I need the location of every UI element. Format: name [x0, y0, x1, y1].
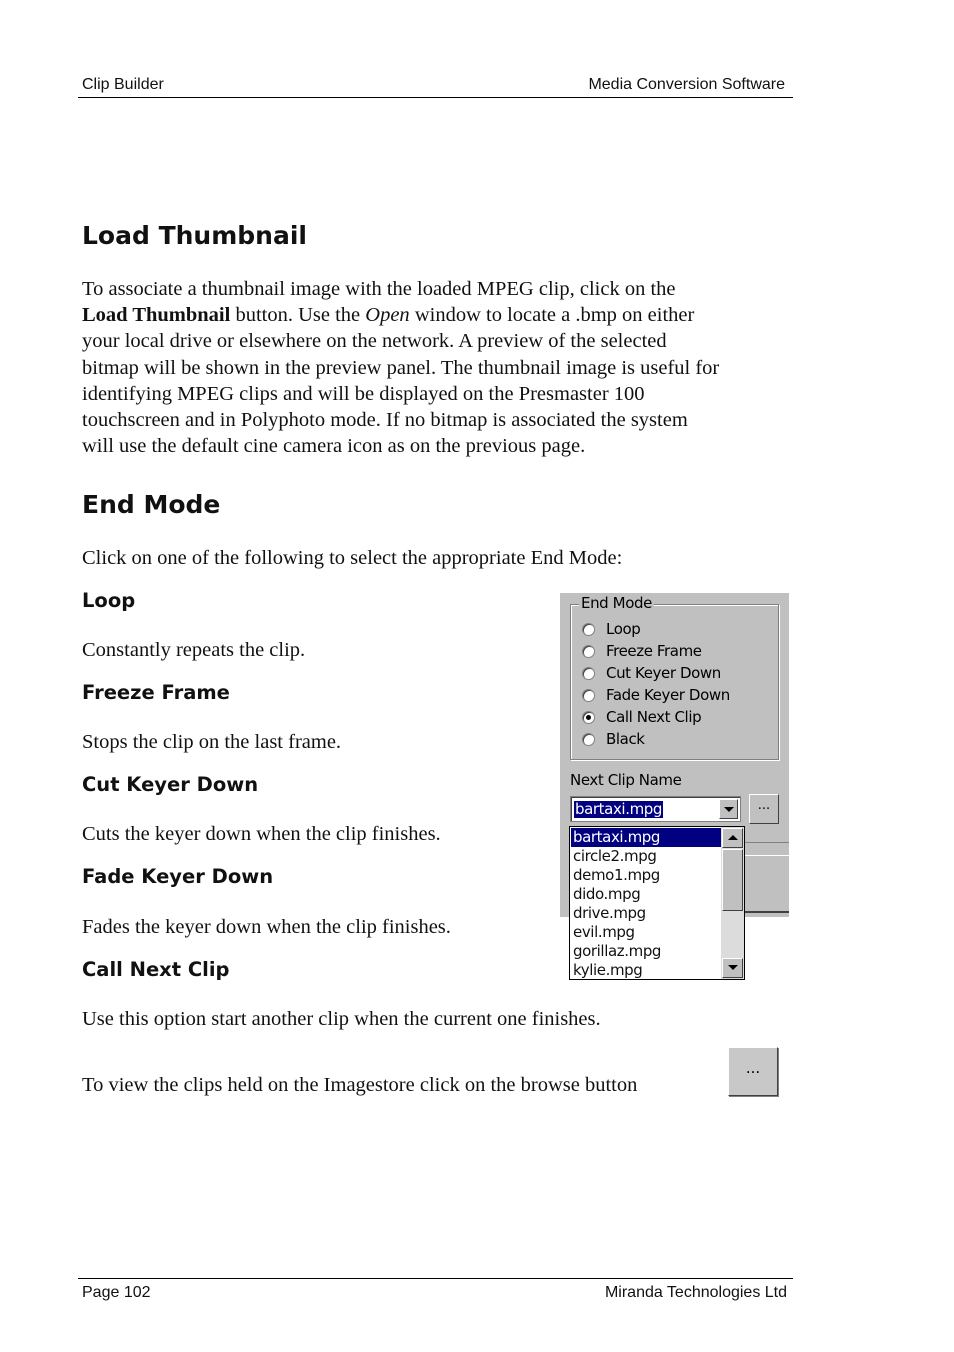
- footer-right: Miranda Technologies Ltd: [604, 1284, 787, 1301]
- list-item[interactable]: drive.mpg: [573, 904, 646, 922]
- scroll-up-button[interactable]: [722, 828, 743, 848]
- list-scrollbar[interactable]: [721, 827, 744, 979]
- list-item[interactable]: bartaxi.mpg: [571, 828, 721, 847]
- dialog-browse-button[interactable]: ...: [749, 794, 779, 824]
- radio-circle: [582, 689, 595, 702]
- heading-load-thumbnail: Load Thumbnail: [82, 221, 307, 250]
- divider: [743, 855, 789, 856]
- divider: [743, 911, 789, 913]
- radio-circle: [582, 667, 595, 680]
- combo-dropdown-button[interactable]: [719, 799, 738, 819]
- list-item[interactable]: kylie.mpg: [573, 961, 643, 979]
- browse-instruction: To view the clips held on the Imagestore click on the browse button: [82, 1074, 638, 1096]
- subheading-cut-keyer-down: Cut Keyer Down: [82, 773, 259, 796]
- next-clip-combobox[interactable]: [570, 796, 741, 822]
- end-mode-group-label: End Mode: [581, 594, 652, 612]
- subheading-loop: Loop: [82, 589, 136, 612]
- radio-circle: [582, 623, 595, 636]
- next-clip-name-label: Next Clip Name: [570, 771, 682, 789]
- subheading-fade-keyer-down: Fade Keyer Down: [82, 865, 274, 888]
- desc-freeze-frame: Stops the clip on the last frame.: [82, 731, 342, 753]
- header-rule: [78, 97, 793, 98]
- list-item[interactable]: gorillaz.mpg: [573, 942, 662, 960]
- browse-button[interactable]: ...: [728, 1047, 778, 1096]
- radio-cut-keyer-down[interactable]: Cut Keyer Down: [582, 663, 721, 683]
- list-item[interactable]: evil.mpg: [573, 923, 635, 941]
- chevron-down-icon: [724, 807, 734, 812]
- radio-fade-keyer-down[interactable]: Fade Keyer Down: [582, 685, 730, 705]
- scrollbar-thumb[interactable]: [722, 849, 743, 911]
- list-item[interactable]: circle2.mpg: [573, 847, 657, 865]
- desc-call-next-clip: Use this option start another clip when the current one finishes.: [82, 1008, 601, 1030]
- end-mode-intro: Click on one of the following to select the appropriate End Mode:: [82, 547, 623, 569]
- radio-freeze-frame[interactable]: Freeze Frame: [582, 641, 702, 661]
- list-item[interactable]: demo1.mpg: [573, 866, 660, 884]
- radio-circle: [582, 733, 595, 746]
- radio-black[interactable]: Black: [582, 729, 645, 749]
- header-left: Clip Builder: [82, 76, 164, 93]
- desc-cut-keyer-down: Cuts the keyer down when the clip finishes.: [82, 823, 441, 845]
- radio-circle: [582, 645, 595, 658]
- load-thumbnail-paragraph: To associate a thumbnail image with the loaded MPEG clip, click on the Load Thumbnail button. Use the Open window to locate a .bmp on either your local drive or elsewhere on the network. A preview of the selected bitmap will be shown in the preview panel. The thumbnail image is useful for identifying MPEG clips and will be displayed on the Presmaster 100 touchscreen and in Polyphoto mode. If no bitmap is associated the system will use the default cine camera icon as on the previous page.: [82, 278, 720, 458]
- heading-end-mode: End Mode: [82, 490, 221, 519]
- radio-circle-selected: [582, 711, 595, 724]
- footer-rule: [78, 1278, 793, 1279]
- chevron-down-icon: [728, 965, 738, 970]
- desc-fade-keyer-down: Fades the keyer down when the clip finishes.: [82, 916, 451, 938]
- list-item[interactable]: dido.mpg: [573, 885, 641, 903]
- subheading-freeze-frame: Freeze Frame: [82, 681, 230, 704]
- divider: [743, 842, 789, 843]
- radio-loop[interactable]: Loop: [582, 619, 640, 639]
- chevron-up-icon: [728, 835, 738, 840]
- next-clip-dropdown-list[interactable]: [569, 826, 745, 980]
- header-right: Media Conversion Software: [588, 76, 785, 93]
- subheading-call-next-clip: Call Next Clip: [82, 958, 230, 981]
- next-clip-value: bartaxi.mpg: [575, 800, 663, 818]
- scroll-down-button[interactable]: [722, 958, 743, 978]
- footer-left: Page 102: [82, 1284, 151, 1301]
- radio-call-next-clip[interactable]: Call Next Clip: [582, 707, 701, 727]
- desc-loop: Constantly repeats the clip.: [82, 639, 306, 661]
